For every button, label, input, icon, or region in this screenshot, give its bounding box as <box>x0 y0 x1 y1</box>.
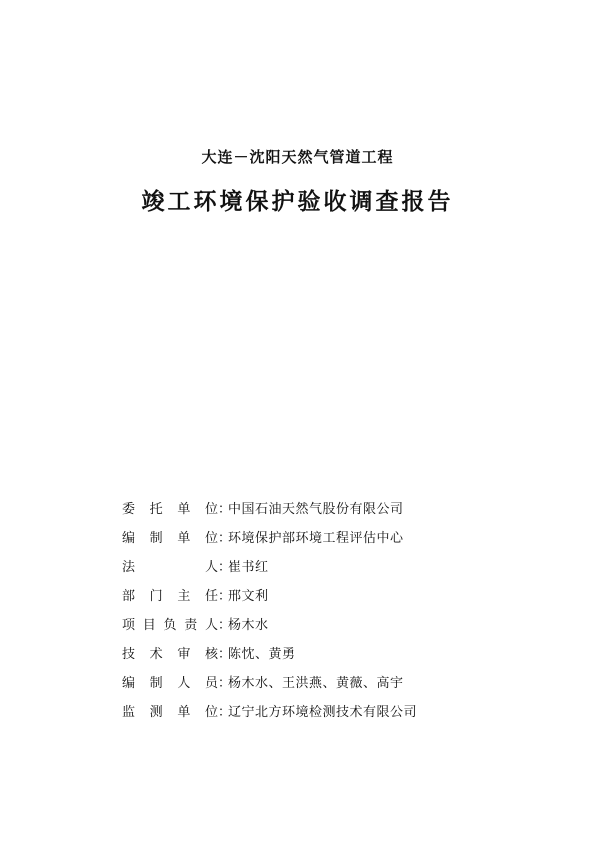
info-value: 崔书红 <box>228 560 269 575</box>
info-colon: ： <box>218 618 232 633</box>
info-row <box>122 580 522 609</box>
info-label-char: 任 <box>204 589 218 604</box>
info-label-char: 制 <box>149 676 163 691</box>
info-row <box>122 551 522 580</box>
info-colon: ： <box>218 560 232 575</box>
report-info-list <box>122 493 522 725</box>
info-label-char: 门 <box>149 589 163 604</box>
info-label-char: 主 <box>177 589 191 604</box>
info-value: 杨木水、王洪燕、黄薇、高宇 <box>228 676 404 691</box>
info-value: 陈忱、黄勇 <box>228 647 296 662</box>
info-label-char: 责 <box>184 618 198 633</box>
info-label-char: 员 <box>204 676 218 691</box>
info-label-char: 审 <box>177 647 191 662</box>
info-row <box>122 638 522 667</box>
info-colon: ： <box>218 647 232 662</box>
info-label-char: 编 <box>122 676 136 691</box>
info-label-char: 人 <box>177 676 191 691</box>
info-label <box>122 701 218 720</box>
info-label-char: 项 <box>122 618 136 633</box>
info-label-char: 技 <box>122 647 136 662</box>
info-value: 环境保护部环境工程评估中心 <box>228 531 404 546</box>
info-value: 中国石油天然气股份有限公司 <box>228 502 404 517</box>
info-label <box>122 614 218 633</box>
info-label-char: 人 <box>204 618 218 633</box>
info-label-char: 人 <box>204 560 218 575</box>
info-label-char: 法 <box>122 560 136 575</box>
info-colon: ： <box>218 502 232 517</box>
info-row <box>122 667 522 696</box>
info-label-char: 单 <box>177 502 191 517</box>
info-label-char: 负 <box>163 618 177 633</box>
info-colon: ： <box>218 676 232 691</box>
info-label-char: 部 <box>122 589 136 604</box>
info-label-char: 编 <box>122 531 136 546</box>
info-value: 杨木水 <box>228 618 269 633</box>
info-colon: ： <box>218 705 232 720</box>
info-row <box>122 522 522 551</box>
report-title: 竣工环境保护验收调查报告 <box>141 188 454 215</box>
info-label-char: 位 <box>204 531 218 546</box>
info-label-char: 托 <box>149 502 163 517</box>
info-value: 邢文利 <box>228 589 269 604</box>
info-label-char: 位 <box>204 705 218 720</box>
info-label-char: 核 <box>204 647 218 662</box>
info-label <box>122 527 218 546</box>
info-label-char: 目 <box>142 618 156 633</box>
info-label-char: 监 <box>122 705 136 720</box>
info-label <box>122 498 218 517</box>
info-value: 辽宁北方环境检测技术有限公司 <box>228 705 418 720</box>
info-label-char: 单 <box>177 705 191 720</box>
info-colon: ： <box>218 589 232 604</box>
info-label-char: 术 <box>149 647 163 662</box>
info-label-char: 位 <box>204 502 218 517</box>
info-label-char: 制 <box>149 531 163 546</box>
info-label-char: 单 <box>177 531 191 546</box>
info-row <box>122 493 522 522</box>
info-label-char: 委 <box>122 502 136 517</box>
info-row <box>122 696 522 725</box>
info-label <box>122 643 218 662</box>
project-subtitle: 大连－沈阳天然气管道工程 <box>201 148 394 166</box>
info-row <box>122 609 522 638</box>
info-label <box>122 585 218 604</box>
info-label-char: 测 <box>149 705 163 720</box>
info-colon: ： <box>218 531 232 546</box>
info-label <box>122 556 218 575</box>
info-label <box>122 672 218 691</box>
